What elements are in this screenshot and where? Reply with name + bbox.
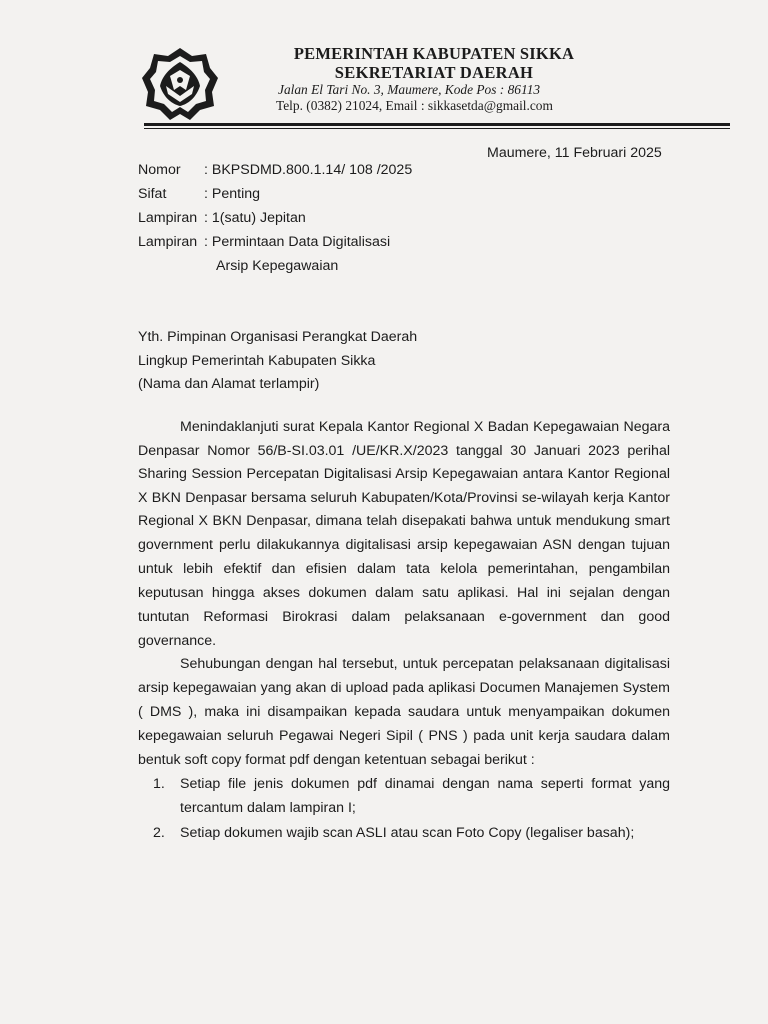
letterhead-government: PEMERINTAH KABUPATEN SIKKA [293, 44, 575, 63]
paragraph-1-line: Sharing Session Percepatan Digitalisasi Arsip Kepegawaian antara Kantor Regional [138, 466, 670, 482]
paragraph-1-line: governance. [138, 633, 217, 649]
meta-nomor-value: : BKPSDMD.800.1.14/ 108 /2025 [204, 162, 413, 178]
letterhead-address: Jalan El Tari No. 3, Maumere, Kode Pos : 86113 [278, 82, 541, 97]
paragraph-2-line: arsip kepegawaian yang akan di upload pada aplikasi Documen Manajemen System [138, 680, 670, 696]
paragraph-1-line: Menindaklanjuti surat Kepala Kantor Regional X Badan Kepegawaian Negara [180, 419, 670, 435]
meta-sifat-value: : Penting [204, 186, 261, 202]
paragraph-1-line: X BKN Denpasar bersama seluruh Kabupaten/Kota/Provinsi se-wilayah kerja Kantor [138, 490, 670, 506]
letterhead-contact: Telp. (0382) 21024, Email : sikkasetda@gmail.com [276, 98, 553, 113]
meta-perihal-value-continued: Arsip Kepegawaian [216, 258, 339, 274]
recipient-line-1: Yth. Pimpinan Organisasi Perangkat Daerah [138, 329, 418, 345]
recipient-line-3: (Nama dan Alamat terlampir) [138, 376, 320, 392]
meta-perihal-value: : Permintaan Data Digitalisasi [204, 234, 391, 250]
sikka-regency-emblem [140, 46, 220, 122]
recipient-line-2: Lingkup Pemerintah Kabupaten Sikka [138, 353, 376, 369]
paragraph-1-line: government perlu dilakukannya digitalisasi arsip kepegawaian ASN dengan tujuan [138, 537, 670, 553]
paragraph-1-line: untuk lebih efektif dan efisien dalam tata kelola pemerintahan, pengambilan [138, 561, 670, 577]
letterhead-rule-thin [144, 128, 730, 129]
meta-perihal-label: Lampiran [138, 234, 198, 250]
paragraph-2-line: Sehubungan dengan hal tersebut, untuk percepatan pelaksanaan digitalisasi [180, 656, 670, 672]
list-item-line: Setiap dokumen wajib scan ASLI atau scan Foto Copy (legaliser basah); [180, 825, 635, 841]
letter-date: Maumere, 11 Februari 2025 [487, 145, 662, 161]
paragraph-1-line: Regional X BKN Denpasar, dimana telah disepakati bahwa untuk mendukung smart [138, 513, 670, 529]
paragraph-1-line: tuntutan Reformasi Birokrasi dalam pelaksanaan e-government dan good [138, 609, 670, 625]
meta-lampiran-label: Lampiran [138, 210, 198, 226]
paragraph-2-line: bentuk soft copy format pdf dengan ketentuan sebagai berikut : [138, 752, 535, 768]
paragraph-1-line: keputusan hingga akses dokumen dalam satu aplikasi. Hal ini sejalan dengan [138, 585, 670, 601]
paragraph-2-line: kepegawaian seluruh Pegawai Negeri Sipil ( PNS ) pada unit kerja saudara dalam [138, 728, 670, 744]
list-item-number: 2. [153, 825, 165, 841]
list-item-line: Setiap file jenis dokumen pdf dinamai dengan nama seperti format yang [180, 776, 670, 792]
meta-lampiran-value: : 1(satu) Jepitan [204, 210, 306, 226]
meta-nomor-label: Nomor [138, 162, 181, 178]
paragraph-1-line: Denpasar Nomor 56/B-SI.03.01 /UE/KR.X/2023 tanggal 30 Januari 2023 perihal [138, 443, 670, 459]
letterhead-rule-thick [144, 123, 730, 126]
paragraph-2-line: ( DMS ), maka ini disampaikan kepada saudara untuk menyampaikan dokumen [138, 704, 670, 720]
list-item-number: 1. [153, 776, 165, 792]
list-item-line: tercantum dalam lampiran I; [180, 800, 356, 816]
meta-sifat-label: Sifat [138, 186, 167, 202]
letterhead-office: SEKRETARIAT DAERAH [334, 63, 534, 82]
